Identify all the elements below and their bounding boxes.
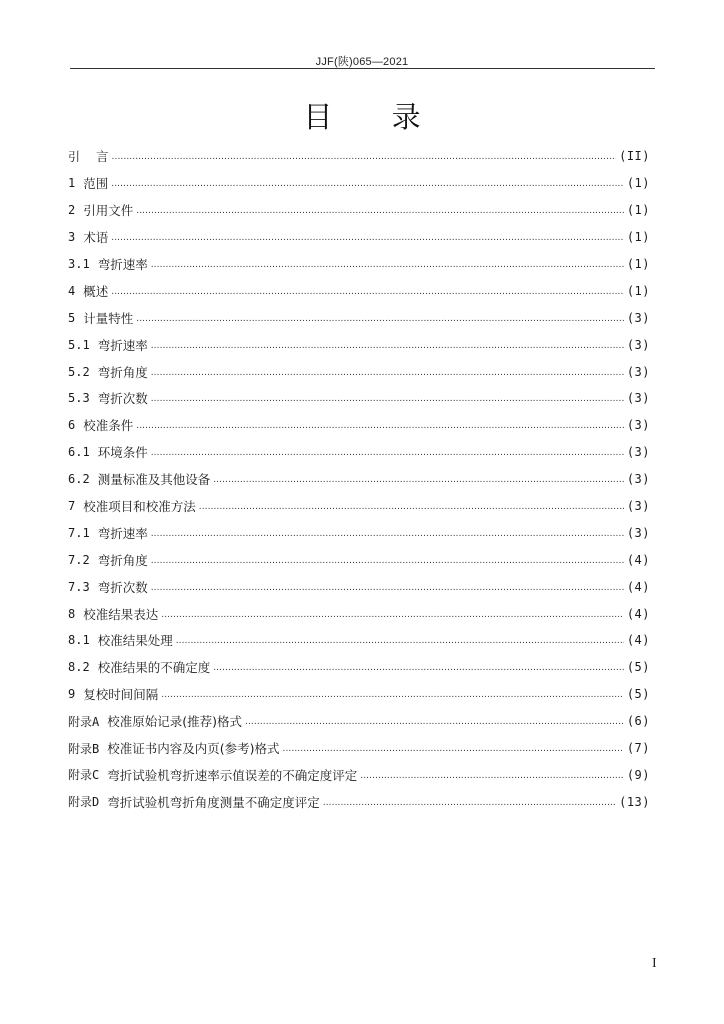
toc-number: 8.2 xyxy=(68,660,90,675)
toc-label: 弯折角度 xyxy=(97,552,148,568)
standard-header: JJF(陕)065—2021 xyxy=(315,56,409,68)
table-of-contents xyxy=(68,143,650,815)
toc-entry[interactable] xyxy=(68,224,650,251)
toc-page: (1) xyxy=(626,176,650,191)
toc-page: (1) xyxy=(626,257,650,271)
toc-number: 5.3 xyxy=(68,391,90,406)
toc-page: (9) xyxy=(626,767,650,782)
toc-number: 7.2 xyxy=(68,552,90,567)
toc-label: 校准项目和校准方法 xyxy=(83,499,196,515)
toc-label: 校准结果处理 xyxy=(97,633,173,649)
toc-page: (1) xyxy=(626,203,650,218)
toc-entry[interactable] xyxy=(68,143,650,170)
toc-label: 校准结果的不确定度 xyxy=(97,660,211,676)
title-char-2: 录 xyxy=(391,100,421,134)
toc-page: (4) xyxy=(626,606,650,621)
toc-entry[interactable] xyxy=(68,493,650,520)
title-char-1: 目 xyxy=(303,100,333,134)
toc-number: 5.1 xyxy=(68,337,90,352)
toc-label: 计量特性 xyxy=(83,310,134,326)
toc-leader xyxy=(111,230,624,244)
toc-page: (3) xyxy=(626,310,650,325)
toc-label: 环境条件 xyxy=(97,445,148,461)
toc-label: 弯折次数 xyxy=(97,391,148,407)
toc-page: (3) xyxy=(626,364,650,379)
toc-number: 8 xyxy=(68,606,76,621)
toc-label: 弯折次数 xyxy=(97,579,148,595)
toc-leader xyxy=(151,445,624,459)
toc-entry[interactable] xyxy=(68,466,650,493)
toc-entry[interactable] xyxy=(68,170,650,197)
toc-number: 7 xyxy=(68,499,76,514)
toc-label: 弯折角度 xyxy=(97,364,148,380)
toc-leader xyxy=(245,714,624,728)
toc-number: 3.1 xyxy=(68,257,90,271)
toc-number: 5.2 xyxy=(68,364,90,379)
toc-label: 弯折速率 xyxy=(97,337,148,353)
toc-entry[interactable] xyxy=(68,331,650,358)
toc-label: 概述 xyxy=(83,283,109,299)
toc-entry[interactable] xyxy=(68,304,650,331)
toc-number: 8.1 xyxy=(68,633,90,648)
toc-page: (3) xyxy=(626,525,650,540)
toc-leader xyxy=(151,526,624,540)
toc-leader xyxy=(151,391,624,405)
toc-leader xyxy=(151,338,624,352)
toc-page: (1) xyxy=(626,283,650,298)
toc-leader xyxy=(111,176,624,190)
toc-leader xyxy=(213,660,624,674)
toc-number: 附录D xyxy=(68,795,100,810)
toc-number: 4 xyxy=(68,283,76,298)
toc-number: 1 xyxy=(68,176,76,191)
toc-number: 3 xyxy=(68,230,76,245)
toc-leader xyxy=(323,795,616,809)
toc-label: 弯折速率 xyxy=(97,257,148,272)
toc-leader xyxy=(151,553,624,567)
toc-page: (5) xyxy=(626,660,650,675)
toc-leader xyxy=(176,633,624,647)
toc-leader xyxy=(151,257,624,271)
toc-entry[interactable] xyxy=(68,708,650,735)
toc-label: 测量标准及其他设备 xyxy=(97,472,211,488)
toc-label: 弯折试验机弯折速率示值误差的不确定度评定 xyxy=(107,767,358,783)
toc-number: 7.1 xyxy=(68,525,90,540)
toc-page: (5) xyxy=(626,687,650,702)
toc-page: (6) xyxy=(626,714,650,729)
toc-entry[interactable] xyxy=(68,358,650,385)
toc-number: 6.2 xyxy=(68,472,90,487)
toc-label: 引用文件 xyxy=(83,203,134,219)
toc-page: (II) xyxy=(619,149,650,164)
page-title xyxy=(0,95,724,136)
toc-number: 2 xyxy=(68,203,76,218)
toc-number: 6 xyxy=(68,418,76,433)
toc-leader xyxy=(213,472,624,486)
toc-entry[interactable] xyxy=(68,761,650,788)
toc-page: (3) xyxy=(626,391,650,406)
toc-page: (7) xyxy=(626,741,650,756)
toc-number: 附录C xyxy=(68,768,100,783)
toc-label: 言 xyxy=(96,149,109,165)
toc-label: 复校时间间隔 xyxy=(83,687,159,703)
toc-entry[interactable] xyxy=(68,573,650,600)
toc-label: 校准结果表达 xyxy=(83,606,159,622)
toc-entry[interactable] xyxy=(68,788,650,815)
toc-entry[interactable] xyxy=(68,519,650,546)
toc-label: 术语 xyxy=(83,230,109,246)
toc-number: 附录B xyxy=(68,741,100,756)
toc-label: 校准条件 xyxy=(83,418,134,434)
toc-entry[interactable] xyxy=(68,600,650,627)
toc-entry[interactable] xyxy=(68,197,650,224)
toc-number: 附录A xyxy=(68,714,100,729)
toc-leader xyxy=(136,418,624,432)
toc-entry[interactable] xyxy=(68,251,650,278)
header-rule xyxy=(70,68,655,69)
toc-leader xyxy=(136,203,624,217)
toc-page: (3) xyxy=(626,445,650,460)
toc-page: (13) xyxy=(619,794,650,809)
toc-entry[interactable] xyxy=(68,412,650,439)
toc-label: 校准原始记录(推荐)格式 xyxy=(107,714,242,730)
toc-entry[interactable] xyxy=(68,439,650,466)
toc-entry[interactable] xyxy=(68,627,650,654)
toc-page: (4) xyxy=(626,552,650,567)
toc-number: 6.1 xyxy=(68,445,90,460)
toc-leader xyxy=(136,311,624,325)
toc-entry[interactable] xyxy=(68,681,650,708)
page-number: I xyxy=(652,956,657,971)
toc-leader xyxy=(199,499,624,513)
toc-number: 7.3 xyxy=(68,579,90,594)
toc-label: 弯折速率 xyxy=(97,525,148,541)
toc-leader xyxy=(161,687,624,701)
toc-page: (3) xyxy=(626,418,650,433)
toc-page: (3) xyxy=(626,472,650,487)
toc-page: (4) xyxy=(626,633,650,648)
toc-leader xyxy=(360,768,624,782)
toc-label: 弯折试验机弯折角度测量不确定度评定 xyxy=(107,794,320,810)
toc-entry[interactable] xyxy=(68,546,650,573)
toc-page: (4) xyxy=(626,579,650,594)
toc-entry[interactable] xyxy=(68,277,650,304)
toc-number: 5 xyxy=(68,310,76,325)
toc-page: (1) xyxy=(626,230,650,245)
toc-page: (3) xyxy=(626,337,650,352)
toc-entry[interactable] xyxy=(68,654,650,681)
toc-leader xyxy=(161,607,624,621)
toc-leader xyxy=(111,284,624,298)
toc-entry[interactable] xyxy=(68,735,650,762)
toc-leader xyxy=(112,149,617,163)
toc-page: (3) xyxy=(626,499,650,514)
toc-leader xyxy=(283,741,624,755)
toc-label: 范围 xyxy=(83,176,109,192)
toc-number: 9 xyxy=(68,687,76,702)
toc-entry[interactable] xyxy=(68,385,650,412)
toc-number: 引 xyxy=(68,149,81,164)
toc-leader xyxy=(151,580,624,594)
toc-leader xyxy=(151,365,624,379)
toc-label: 校准证书内容及内页(参考)格式 xyxy=(107,741,280,757)
